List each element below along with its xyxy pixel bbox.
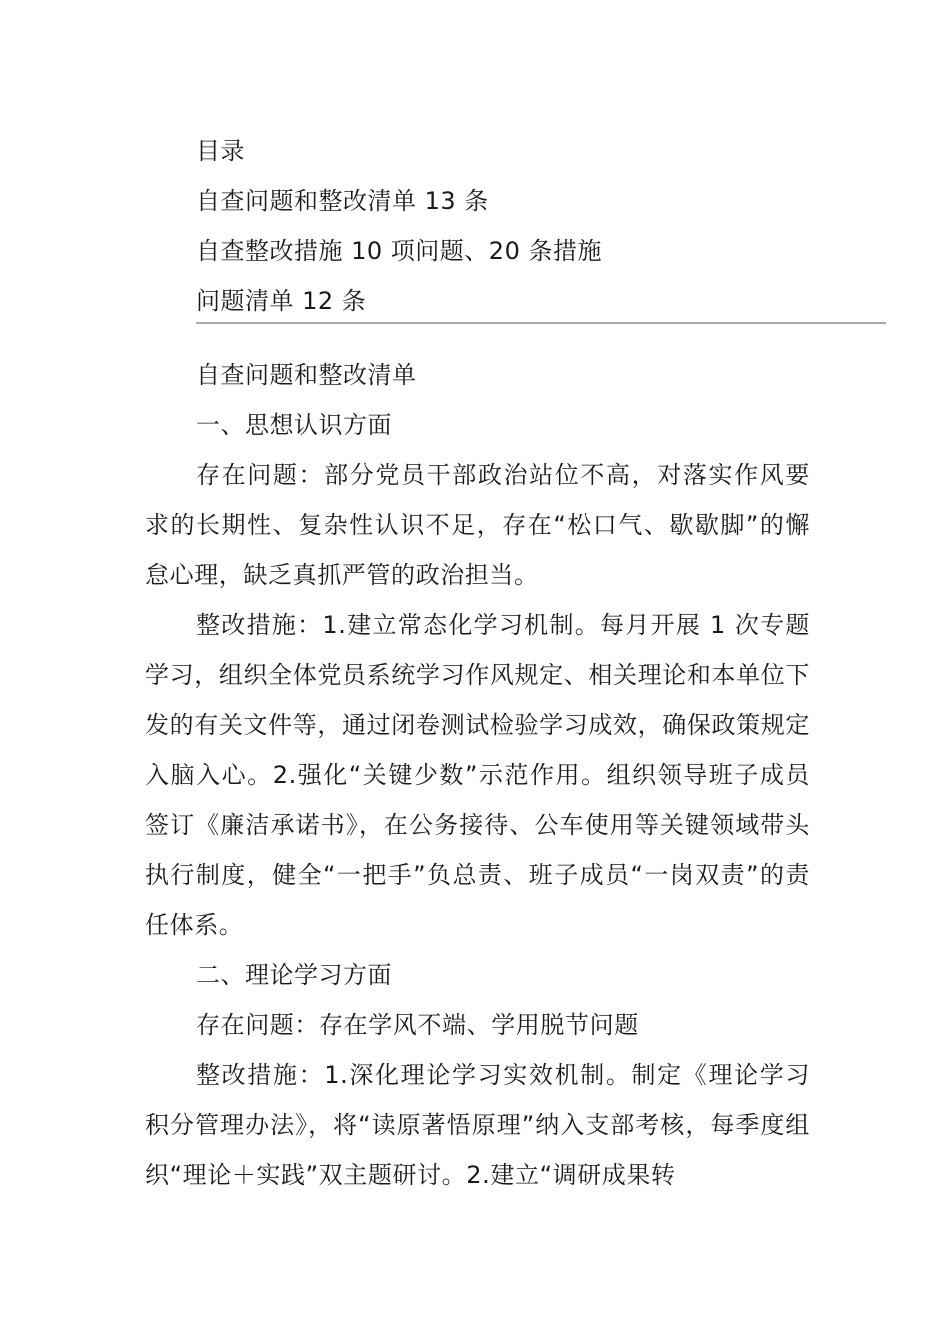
table-of-contents [196,126,886,326]
problem-paragraph: 存在问题：部分党员干部政治站位不高，对落实作风要求的长期性、复杂性认识不足，存在“松口气、歇歇脚”的懈怠心理，缺乏真抓严管的政治担当。 [145,461,810,589]
section-heading: 二、理论学习方面 [196,961,392,989]
toc-item[interactable]: 自查整改措施 10 项问题、20 条措施 [196,237,602,265]
document-body [145,350,810,1200]
toc-item[interactable]: 自查问题和整改清单 13 条 [196,187,489,215]
problem-paragraph: 存在问题：存在学风不端、学用脱节问题 [196,1011,639,1039]
toc-divider [196,322,886,324]
document-title: 自查问题和整改清单 [196,361,417,389]
measures-paragraph: 整改措施：1.建立常态化学习机制。每月开展 1 次专题学习，组织全体党员系统学习作风规定、相关理论和本单位下发的有关文件等，通过闭卷测试检验学习成效，确保政策规定入脑入心。2.强化“关键少数”示范作用。组织领导班子成员签订《廉洁承诺书》，在公务接待、公车使用等关键领域带头执行制度，健全“一把手”负总责、班子成员“一岗双责”的责任体系。 [145,611,810,939]
section-heading: 一、思想认识方面 [196,411,392,439]
toc-item[interactable]: 问题清单 12 条 [196,287,367,315]
measures-paragraph: 整改措施：1.深化理论学习实效机制。制定《理论学习积分管理办法》，将“读原著悟原理”纳入支部考核，每季度组织“理论＋实践”双主题研讨。2.建立“调研成果转 [145,1061,810,1189]
toc-title: 目录 [196,137,245,165]
